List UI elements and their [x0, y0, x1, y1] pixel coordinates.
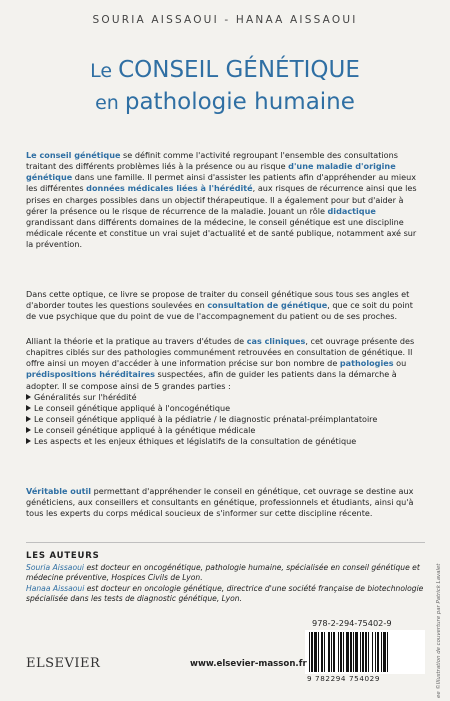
barcode-bar	[333, 632, 335, 672]
barcode-bar	[377, 632, 379, 672]
barcode-bar	[309, 632, 310, 672]
text-segment: , que ce soit du point de vue psychique que du point de vue de l'accompagnement du patient ou de ses proches.	[26, 300, 413, 322]
text-segment: ou	[393, 358, 407, 369]
text-segment: suspectées, afin de guider les patients dans la démarche à adopter. Il se compose ainsi de 5 grandes parties :	[26, 369, 397, 391]
highlighted-term: d'une maladie d'origine génétique	[26, 161, 396, 183]
barcode-bar	[350, 632, 352, 672]
barcode-bar	[346, 632, 349, 672]
list-item: Le conseil génétique appliqué à la pédiatrie / le diagnostic prénatal-préimplantatoire	[26, 414, 425, 425]
paragraph-contenu	[26, 336, 425, 448]
highlighted-term: pathologies	[339, 358, 394, 369]
barcode-bar	[343, 632, 344, 672]
text-segment: , cet ouvrage présente des chapitres ciblés sur des pathologies communément retrouvées en consultation de génétique. Il offre ainsi un moyen d'accéder à une information précise sur bon nombre de	[26, 336, 415, 369]
barcode-bar	[387, 632, 388, 672]
parts-list	[26, 392, 425, 448]
text-segment: , aux risques de récurrence ainsi que les prises en charges possibles dans un objectif thérapeutique. Il a également pour but d'aider à gérer la présence ou le risque de récurrence de la maladie. Jouant un rôle	[26, 183, 417, 216]
barcode-bar	[375, 632, 376, 672]
text-segment: Dans cette optique, ce livre se propose de traiter du conseil génétique sous tous ses angles et d'aborder toutes les questions soulevées en	[26, 289, 410, 311]
list-item: Les aspects et les enjeux éthiques et législatifs de la consultation de génétique	[26, 436, 425, 447]
book-title	[0, 56, 450, 118]
barcode-bar	[331, 632, 332, 672]
divider	[26, 542, 425, 543]
text-segment: dans une famille. Il permet ainsi d'assister les patients afin d'appréhender au mieux les différentes	[26, 172, 417, 194]
author-bio-1: Souria Aissaoui est docteur en oncogénétique, pathologie humaine, spécialisée en conseil génétique et médecine préventive, Hospices Civils de Lyon.	[26, 563, 420, 583]
isbn: 978-2-294-75402-9	[312, 618, 392, 628]
highlighted-term: cas cliniques	[246, 336, 306, 346]
list-item: Généralités sur l'hérédité	[26, 392, 425, 403]
list-item: Le conseil génétique appliqué à l'oncogénétique	[26, 403, 425, 414]
highlighted-term: données médicales liées à l'hérédité	[86, 183, 253, 194]
text-segment: permettant d'appréhender le conseil en génétique, cet ouvrage se destine aux généticiens, aux conseillers et consultants en génétique, professionnels et étudiants, ainsi qu'à tous les experts du corps médical soucieux de s'informer sur cette discipline récente.	[26, 486, 414, 519]
authors-heading: LES AUTEURS	[26, 551, 100, 561]
highlighted-term: Le conseil génétique	[26, 150, 121, 160]
barcode-bar	[355, 632, 358, 672]
barcode-bar	[368, 632, 369, 672]
paragraph-optique	[26, 289, 425, 322]
author-name: Hanaa Aissaoui	[26, 583, 85, 593]
barcode-bar	[338, 632, 339, 672]
paragraph-outil	[26, 486, 425, 519]
cover-credit: ee ©Illustration de couverture par Patrick Lavalet	[436, 563, 442, 698]
publisher-url: www.elsevier-masson.fr	[190, 659, 307, 669]
barcode-bar	[340, 632, 342, 672]
author-name: Souria Aissaoui	[26, 563, 85, 572]
barcode-bar	[372, 632, 373, 672]
text-segment: grandissant dans différents domaines de la médecine, le conseil génétique est une discipline médicale récente et constitue un vrai sujet d'actualité et de santé publique, notamment axé sur la prévention.	[26, 216, 417, 250]
barcode-bar	[314, 632, 317, 672]
barcode	[305, 630, 425, 674]
publisher-logo: ELSEVIER	[26, 656, 101, 671]
barcode-bar	[383, 632, 386, 672]
highlighted-term: Véritable outil	[26, 486, 92, 496]
barcode-bar	[381, 632, 382, 672]
barcode-bar	[311, 632, 313, 672]
authors-bios	[26, 563, 425, 605]
barcode-bar	[365, 632, 367, 672]
list-item: Le conseil génétique appliqué à la génétique médicale	[26, 425, 425, 436]
cover-authors: SOURIA AISSAOUI - HANAA AISSAOUI	[92, 14, 358, 26]
text-segment: se définit comme l'activité regroupant l'ensemble des consultations traitant des différents problèmes liés à la présence ou au risque	[26, 150, 398, 172]
highlighted-term: consultation de génétique	[207, 300, 328, 311]
barcode-bar	[362, 632, 364, 672]
title-line-2: en pathologie humaine	[95, 89, 355, 115]
barcode-bar	[324, 632, 325, 672]
barcode-bar	[318, 632, 319, 672]
highlighted-term: didactique	[327, 205, 376, 216]
barcode-bar	[328, 632, 330, 672]
barcode-bar	[321, 632, 323, 672]
paragraph-intro	[26, 150, 425, 250]
highlighted-term: prédispositions héréditaires	[26, 369, 155, 380]
barcode-bar	[353, 632, 354, 672]
author-bio-2: Hanaa Aissaoui est docteur en oncologie génétique, directrice d'une société française de biotechnologie spécialisée dans les tests de diagnostic génétique, Lyon.	[26, 583, 424, 604]
title-line-1: Le CONSEIL GÉNÉTIQUE	[90, 57, 360, 83]
barcode-bar	[360, 632, 361, 672]
text-segment: Alliant la théorie et la pratique au travers d'études de	[26, 336, 247, 346]
barcode-digits: 9 782294 754029	[307, 674, 381, 683]
